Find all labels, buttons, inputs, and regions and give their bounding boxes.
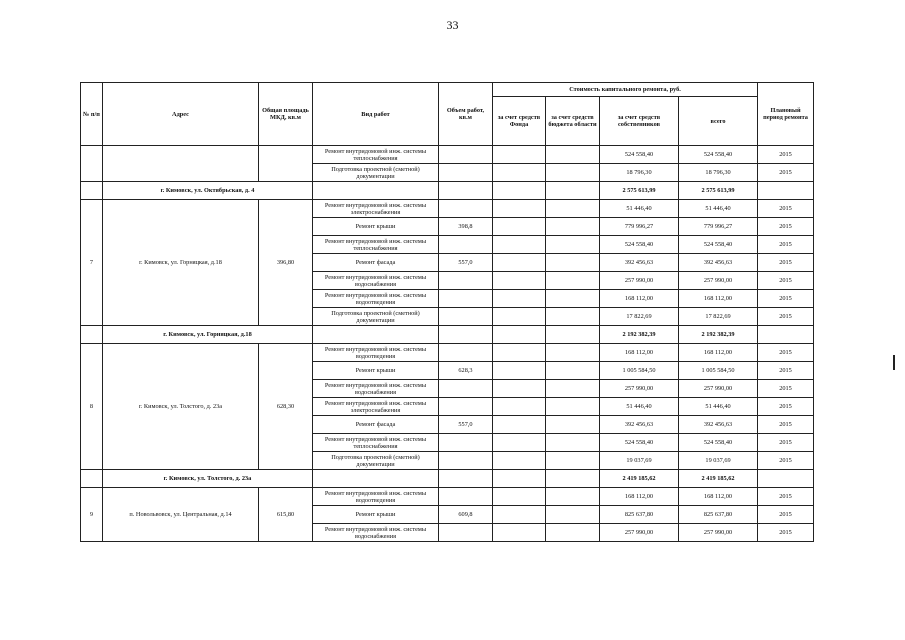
work-type-cell: Ремонт крыши — [313, 218, 439, 236]
header-owners: за счет средств собственников — [600, 97, 679, 146]
total-cost-cell: 524 558,40 — [679, 434, 758, 452]
owners-cost-cell: 392 456,63 — [600, 254, 679, 272]
owners-cost-cell: 257 990,00 — [600, 524, 679, 542]
work-type-cell: Ремонт внутридомовой инж. системы водоотведения — [313, 290, 439, 308]
area-cell: 628,30 — [259, 344, 313, 470]
owners-cost-cell: 524 558,40 — [600, 434, 679, 452]
fund-cost-cell — [493, 488, 546, 506]
period-cell: 2015 — [758, 164, 814, 182]
owners-cost-cell: 257 990,00 — [600, 380, 679, 398]
work-type-cell: Ремонт внутридомовой инж. системы водоснабжения — [313, 380, 439, 398]
owners-cost-cell: 779 996,27 — [600, 218, 679, 236]
period-cell: 2015 — [758, 506, 814, 524]
region-cost-cell — [546, 200, 600, 218]
volume-cell — [439, 272, 493, 290]
header-address: Адрес — [103, 83, 259, 146]
region-cost-cell — [546, 164, 600, 182]
owners-cost-cell: 168 112,00 — [600, 488, 679, 506]
owners-cost-cell: 51 446,40 — [600, 200, 679, 218]
volume-cell — [439, 344, 493, 362]
volume-cell: 398,8 — [439, 218, 493, 236]
subtotal-row — [81, 326, 814, 344]
volume-cell — [439, 398, 493, 416]
period-cell: 2015 — [758, 254, 814, 272]
owners-cost-cell: 17 822,69 — [600, 308, 679, 326]
volume-cell: 557,0 — [439, 254, 493, 272]
total-cost-cell: 257 990,00 — [679, 524, 758, 542]
address-cell — [103, 146, 259, 182]
owners-cost-cell: 524 558,40 — [600, 236, 679, 254]
header-work-type: Вид работ — [313, 83, 439, 146]
fund-cost-cell — [493, 416, 546, 434]
subtotal-total: 2 192 382,39 — [679, 326, 758, 344]
work-type-cell: Ремонт внутридомовой инж. системы теплоснабжения — [313, 146, 439, 164]
subtotal-fund — [493, 326, 546, 344]
subtotal-address: г. Кимовск, ул. Горняцкая, д.18 — [103, 326, 313, 344]
work-type-cell: Ремонт внутридомовой инж. системы водоснабжения — [313, 524, 439, 542]
subtotal-work — [313, 182, 439, 200]
work-type-cell: Подготовка проектной (сметной) документации — [313, 452, 439, 470]
subtotal-row — [81, 470, 814, 488]
subtotal-address: г. Кимовск, ул. Октябрьская, д. 4 — [103, 182, 313, 200]
work-type-cell: Подготовка проектной (сметной) документации — [313, 308, 439, 326]
address-cell: г. Кимовск, ул. Горняцкая, д.18 — [103, 200, 259, 326]
total-cost-cell: 18 796,30 — [679, 164, 758, 182]
region-cost-cell — [546, 146, 600, 164]
row-number: 7 — [81, 200, 103, 326]
volume-cell — [439, 308, 493, 326]
subtotal-work — [313, 470, 439, 488]
subtotal-total: 2 419 185,62 — [679, 470, 758, 488]
address-cell: г. Кимовск, ул. Толстого, д. 23а — [103, 344, 259, 470]
fund-cost-cell — [493, 434, 546, 452]
owners-cost-cell: 257 990,00 — [600, 272, 679, 290]
region-cost-cell — [546, 452, 600, 470]
fund-cost-cell — [493, 254, 546, 272]
owners-cost-cell: 51 446,40 — [600, 398, 679, 416]
work-type-cell: Ремонт внутридомовой инж. системы теплоснабжения — [313, 236, 439, 254]
fund-cost-cell — [493, 344, 546, 362]
period-cell: 2015 — [758, 272, 814, 290]
subtotal-num — [81, 182, 103, 200]
work-type-cell: Подготовка проектной (сметной) документации — [313, 164, 439, 182]
volume-cell: 609,8 — [439, 506, 493, 524]
subtotal-address: г. Кимовск, ул. Толстого, д. 23а — [103, 470, 313, 488]
work-type-cell: Ремонт внутридомовой инж. системы электроснабжения — [313, 200, 439, 218]
volume-cell — [439, 146, 493, 164]
row-number: 8 — [81, 344, 103, 470]
subtotal-period — [758, 182, 814, 200]
owners-cost-cell: 18 796,30 — [600, 164, 679, 182]
subtotal-fund — [493, 470, 546, 488]
region-cost-cell — [546, 290, 600, 308]
volume-cell — [439, 200, 493, 218]
fund-cost-cell — [493, 164, 546, 182]
region-cost-cell — [546, 254, 600, 272]
fund-cost-cell — [493, 524, 546, 542]
volume-cell — [439, 380, 493, 398]
total-cost-cell: 257 990,00 — [679, 272, 758, 290]
repair-schedule-table — [80, 82, 814, 542]
region-cost-cell — [546, 218, 600, 236]
volume-cell — [439, 488, 493, 506]
work-type-cell: Ремонт крыши — [313, 506, 439, 524]
fund-cost-cell — [493, 236, 546, 254]
volume-cell — [439, 452, 493, 470]
total-cost-cell: 51 446,40 — [679, 200, 758, 218]
owners-cost-cell: 168 112,00 — [600, 290, 679, 308]
region-cost-cell — [546, 308, 600, 326]
fund-cost-cell — [493, 218, 546, 236]
period-cell: 2015 — [758, 380, 814, 398]
volume-cell — [439, 434, 493, 452]
fund-cost-cell — [493, 200, 546, 218]
header-num: № п/п — [81, 83, 103, 146]
region-cost-cell — [546, 362, 600, 380]
period-cell: 2015 — [758, 434, 814, 452]
work-type-cell: Ремонт внутридомовой инж. системы теплоснабжения — [313, 434, 439, 452]
owners-cost-cell: 1 005 584,50 — [600, 362, 679, 380]
fund-cost-cell — [493, 398, 546, 416]
subtotal-region — [546, 470, 600, 488]
region-cost-cell — [546, 344, 600, 362]
total-cost-cell: 168 112,00 — [679, 290, 758, 308]
volume-cell: 628,3 — [439, 362, 493, 380]
header-volume: Объем работ, кв.м — [439, 83, 493, 146]
period-cell: 2015 — [758, 452, 814, 470]
total-cost-cell: 524 558,40 — [679, 236, 758, 254]
table-row — [81, 200, 814, 218]
table-row — [81, 488, 814, 506]
period-cell: 2015 — [758, 236, 814, 254]
subtotal-volume — [439, 326, 493, 344]
total-cost-cell: 168 112,00 — [679, 488, 758, 506]
total-cost-cell: 1 005 584,50 — [679, 362, 758, 380]
header-total: всего — [679, 97, 758, 146]
region-cost-cell — [546, 434, 600, 452]
total-cost-cell: 825 637,80 — [679, 506, 758, 524]
fund-cost-cell — [493, 146, 546, 164]
period-cell: 2015 — [758, 524, 814, 542]
period-cell: 2015 — [758, 308, 814, 326]
row-number — [81, 146, 103, 182]
total-cost-cell: 19 037,69 — [679, 452, 758, 470]
region-cost-cell — [546, 488, 600, 506]
header-area: Общая площадь МКД, кв.м — [259, 83, 313, 146]
fund-cost-cell — [493, 290, 546, 308]
subtotal-total: 2 575 613,99 — [679, 182, 758, 200]
subtotal-fund — [493, 182, 546, 200]
work-type-cell: Ремонт внутридомовой инж. системы электроснабжения — [313, 398, 439, 416]
period-cell: 2015 — [758, 200, 814, 218]
subtotal-period — [758, 470, 814, 488]
fund-cost-cell — [493, 380, 546, 398]
scan-mark — [893, 355, 895, 370]
total-cost-cell: 17 822,69 — [679, 308, 758, 326]
header-fund: за счет средств Фонда — [493, 97, 546, 146]
work-type-cell: Ремонт крыши — [313, 362, 439, 380]
owners-cost-cell: 168 112,00 — [600, 344, 679, 362]
total-cost-cell: 51 446,40 — [679, 398, 758, 416]
owners-cost-cell: 392 456,63 — [600, 416, 679, 434]
region-cost-cell — [546, 236, 600, 254]
subtotal-num — [81, 470, 103, 488]
area-cell — [259, 146, 313, 182]
period-cell: 2015 — [758, 218, 814, 236]
table-row — [81, 146, 814, 164]
subtotal-region — [546, 182, 600, 200]
volume-cell — [439, 164, 493, 182]
header-cost-group: Стоимость капитального ремонта, руб. — [493, 83, 758, 97]
period-cell: 2015 — [758, 146, 814, 164]
total-cost-cell: 257 990,00 — [679, 380, 758, 398]
fund-cost-cell — [493, 362, 546, 380]
region-cost-cell — [546, 524, 600, 542]
region-cost-cell — [546, 416, 600, 434]
subtotal-work — [313, 326, 439, 344]
period-cell: 2015 — [758, 488, 814, 506]
period-cell: 2015 — [758, 362, 814, 380]
region-cost-cell — [546, 272, 600, 290]
volume-cell — [439, 236, 493, 254]
volume-cell: 557,0 — [439, 416, 493, 434]
work-type-cell: Ремонт внутридомовой инж. системы водоотведения — [313, 344, 439, 362]
region-cost-cell — [546, 398, 600, 416]
total-cost-cell: 168 112,00 — [679, 344, 758, 362]
subtotal-region — [546, 326, 600, 344]
subtotal-num — [81, 326, 103, 344]
fund-cost-cell — [493, 506, 546, 524]
fund-cost-cell — [493, 452, 546, 470]
subtotal-row — [81, 182, 814, 200]
header-region: за счет средств бюджета области — [546, 97, 600, 146]
region-cost-cell — [546, 506, 600, 524]
period-cell: 2015 — [758, 416, 814, 434]
period-cell: 2015 — [758, 398, 814, 416]
page-number: 33 — [446, 18, 459, 32]
address-cell: п. Новольвовск, ул. Центральная, д.14 — [103, 488, 259, 542]
subtotal-owners: 2 192 382,39 — [600, 326, 679, 344]
period-cell: 2015 — [758, 344, 814, 362]
owners-cost-cell: 524 558,40 — [600, 146, 679, 164]
region-cost-cell — [546, 380, 600, 398]
period-cell: 2015 — [758, 290, 814, 308]
owners-cost-cell: 19 037,69 — [600, 452, 679, 470]
area-cell: 615,80 — [259, 488, 313, 542]
fund-cost-cell — [493, 272, 546, 290]
area-cell: 396,80 — [259, 200, 313, 326]
total-cost-cell: 392 456,63 — [679, 254, 758, 272]
total-cost-cell: 524 558,40 — [679, 146, 758, 164]
volume-cell — [439, 290, 493, 308]
subtotal-owners: 2 419 185,62 — [600, 470, 679, 488]
subtotal-owners: 2 575 613,99 — [600, 182, 679, 200]
subtotal-volume — [439, 470, 493, 488]
subtotal-period — [758, 326, 814, 344]
row-number: 9 — [81, 488, 103, 542]
work-type-cell: Ремонт фасада — [313, 416, 439, 434]
header-period: Плановый период ремонта — [758, 83, 814, 146]
table-body — [81, 146, 814, 542]
table-row — [81, 344, 814, 362]
subtotal-volume — [439, 182, 493, 200]
fund-cost-cell — [493, 308, 546, 326]
work-type-cell: Ремонт внутридомовой инж. системы водоотведения — [313, 488, 439, 506]
work-type-cell: Ремонт фасада — [313, 254, 439, 272]
volume-cell — [439, 524, 493, 542]
work-type-cell: Ремонт внутридомовой инж. системы водоснабжения — [313, 272, 439, 290]
owners-cost-cell: 825 637,80 — [600, 506, 679, 524]
total-cost-cell: 779 996,27 — [679, 218, 758, 236]
total-cost-cell: 392 456,63 — [679, 416, 758, 434]
